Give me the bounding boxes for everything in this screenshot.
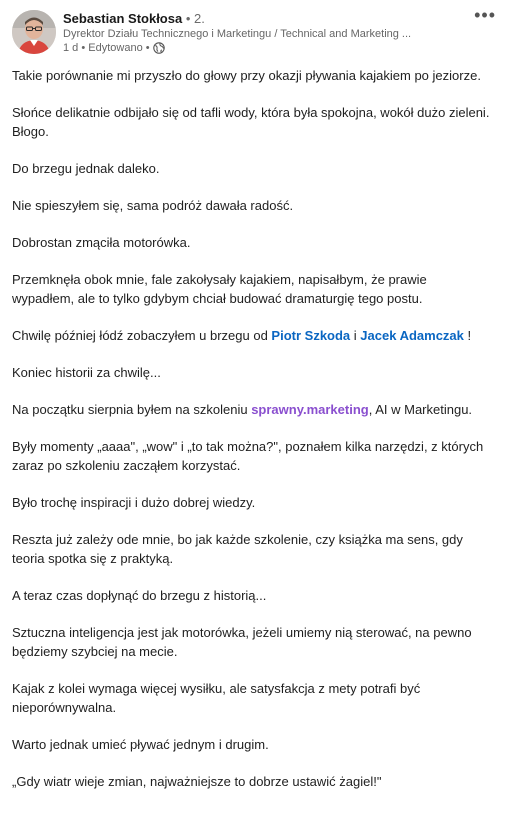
connection-degree: • 2. bbox=[185, 11, 205, 26]
post-paragraph: Warto jednak umieć pływać jednym i drugim. bbox=[12, 737, 269, 752]
post-time: 1 d • Edytowano • bbox=[63, 42, 150, 54]
post-paragraph: Takie porównanie mi przyszło do głowy przy okazji pływania kajakiem po jeziorze. bbox=[12, 68, 481, 83]
mention-link[interactable]: Piotr Szkoda bbox=[271, 328, 351, 343]
author-meta bbox=[63, 10, 456, 55]
author-name[interactable]: Sebastian Stokłosa bbox=[63, 11, 183, 26]
text-segment: , AI w Marketingu. bbox=[368, 402, 473, 417]
post-paragraph bbox=[12, 326, 492, 345]
post-paragraph: Koniec historii za chwilę... bbox=[12, 365, 161, 380]
author-headline: Dyrektor Działu Technicznego i Marketingu / Technical and Marketing ... bbox=[63, 28, 412, 40]
post-header bbox=[12, 5, 496, 60]
post-paragraph: Reszta już zależy ode mnie, bo jak każde szkolenie, czy książka ma sens, gdy teoria spotka się z praktyką. bbox=[12, 532, 463, 566]
mention-link[interactable]: Jacek Adamczak bbox=[360, 328, 464, 343]
post-paragraph: Były momenty „aaaa", „wow" i „to tak można?", poznałem kilka narzędzi, z których zaraz po szkoleniu zacząłem korzystać. bbox=[12, 439, 484, 473]
post-paragraph: Kajak z kolei wymaga więcej wysiłku, ale satysfakcja z mety potrafi być nieporównywalna. bbox=[12, 681, 421, 715]
post-paragraph: Dobrostan zmąciła motorówka. bbox=[12, 235, 191, 250]
post-paragraph: Słońce delikatnie odbijało się od tafli wody, która była spokojna, wokół dużo zieleni. Błogo. bbox=[12, 105, 490, 139]
company-link[interactable]: sprawny.marketing bbox=[251, 402, 369, 417]
post-text bbox=[12, 66, 492, 791]
post-paragraph: Do brzegu jednak daleko. bbox=[12, 161, 160, 176]
text-segment: Chwilę później łódź zobaczyłem u brzegu od bbox=[12, 328, 272, 343]
text-segment: ! bbox=[463, 328, 472, 343]
post-paragraph: Było trochę inspiracji i dużo dobrej wiedzy. bbox=[12, 495, 256, 510]
text-segment: i bbox=[350, 328, 361, 343]
post-paragraph bbox=[12, 400, 492, 419]
avatar[interactable] bbox=[12, 10, 56, 54]
globe-icon bbox=[153, 42, 165, 54]
post-paragraph: „Gdy wiatr wieje zmian, najważniejsze to dobrze ustawić żagiel!" bbox=[12, 774, 382, 789]
post-paragraph: Przemknęła obok mnie, fale zakołysały kajakiem, napisałbym, że prawie wypadłem, ale to tylko gdybym chciał budować dramaturgię tego postu. bbox=[12, 272, 427, 306]
post-paragraph: Sztuczna inteligencja jest jak motorówka, jeżeli umiemy nią sterować, na pewno będziemy szybciej na mecie. bbox=[12, 625, 472, 659]
post-paragraph: Nie spieszyłem się, sama podróż dawała radość. bbox=[12, 198, 294, 213]
post-paragraph: A teraz czas dopłynąć do brzegu z historią... bbox=[12, 588, 267, 603]
more-icon[interactable]: ••• bbox=[474, 5, 496, 25]
text-segment: Na początku sierpnia byłem na szkoleniu bbox=[12, 402, 252, 417]
